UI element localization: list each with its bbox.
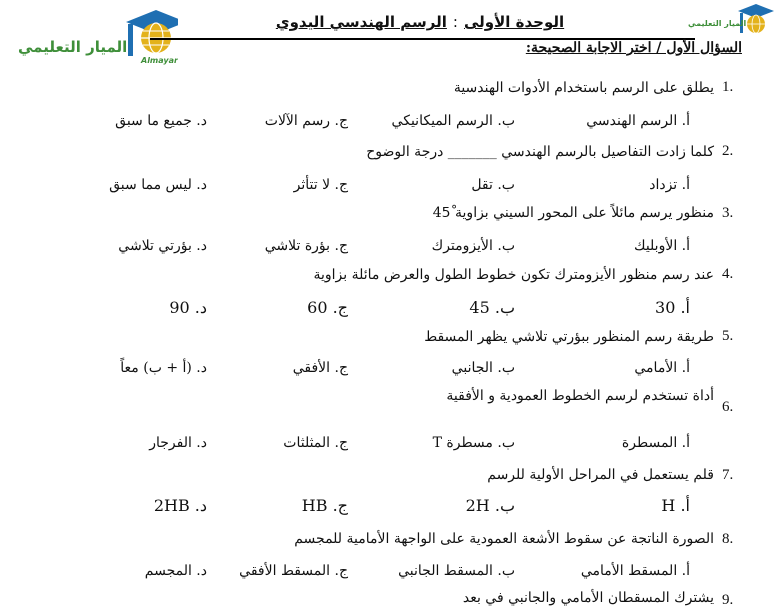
almayar-logo-small [688, 2, 778, 42]
question-text: طريقة رسم المنظور ببؤرتي تلاشي يظهر المسقط [424, 329, 714, 345]
question-number: 1. [722, 79, 734, 95]
option-b: ب. 2H [465, 496, 515, 515]
question-number: 3. [722, 205, 734, 221]
option-a: أ. المسقط الأمامي [580, 563, 690, 579]
option-a: أ. الأمامي [634, 360, 690, 376]
question-number: 4. [722, 266, 734, 282]
option-c: ج. رسم الآلات [264, 113, 348, 129]
option-b: ب. 45 [469, 298, 515, 317]
question-text: الصورة الناتجة عن سقوط الأشعة العمودية على الواجهة الأمامية للمجسم [294, 531, 714, 547]
question-text: قلم يستعمل في المراحل الأولية للرسم [487, 467, 714, 483]
option-a: أ. المسطرة [621, 435, 690, 451]
svg-text:الميار التعليمي: الميار التعليمي [18, 38, 128, 56]
option-d: د. 90 [169, 298, 207, 317]
option-c: ج. HB [301, 496, 348, 515]
svg-text:Almayar: Almayar [141, 56, 178, 65]
option-d: د. (أ + ب) معاً [120, 360, 207, 376]
option-c: ج. بؤرة تلاشي [264, 238, 348, 254]
question-number: 6. [722, 399, 734, 415]
unit-title: الوحدة الأولى [463, 13, 565, 31]
question-number: 8. [722, 531, 734, 547]
option-c: ج. الأفقي [292, 360, 348, 376]
option-d: د. ليس مما سبق [109, 177, 207, 193]
option-b: ب. الجانبي [451, 360, 515, 376]
option-d: د. 2HB [153, 496, 207, 515]
option-c: ج. المسقط الأفقي [239, 563, 348, 579]
question-text: كلما زادت التفاصيل بالرسم الهندسي _______ درجة الوضوح [366, 144, 714, 160]
title-separator: : [452, 13, 458, 31]
question-text: عند رسم منظور الأيزومترك تكون خطوط الطول والعرض مائلة بزاوية [313, 267, 714, 283]
svg-text:الميار التعليمي: الميار التعليمي [688, 19, 747, 28]
question-number: 7. [722, 467, 734, 483]
option-a: أ. تزداد [649, 177, 690, 193]
option-b: ب. تقل [471, 177, 515, 193]
option-a: أ. H [661, 496, 690, 515]
page-title [150, 6, 690, 38]
question-number: 5. [722, 328, 734, 344]
option-a: أ. الرسم الهندسي [586, 113, 690, 129]
option-a: أ. 30 [655, 298, 690, 317]
question-text: يطلق على الرسم باستخدام الأدوات الهندسية [453, 80, 714, 96]
option-d: د. المجسم [144, 563, 207, 579]
section-title: السؤال الأول / اختر الاجابة الصحيحة: [525, 40, 742, 56]
question-text: يشترك المسقطان الأمامي والجانبي في بعد [462, 590, 714, 606]
option-c: ج. المثلثات [283, 435, 348, 451]
option-b: ب. الأيزومترك [431, 238, 515, 254]
question-text: منظور يرسم مائلاً على المحور السيني بزاوية 45ْ [432, 205, 714, 221]
option-c: ج. لا تتأثر [293, 177, 348, 193]
option-a: أ. الأوبليك [634, 238, 690, 254]
subject-title: الرسم الهندسي اليدوي [275, 13, 447, 31]
question-number: 2. [722, 143, 734, 159]
option-b: ب. الرسم الميكانيكي [391, 113, 515, 129]
option-b: ب. المسقط الجانبي [398, 563, 515, 579]
option-b: ب. مسطرة T [432, 435, 515, 451]
option-d: د. جميع ما سبق [115, 113, 207, 129]
question-text: أداة تستخدم لرسم الخطوط العمودية و الأفقية [446, 388, 714, 404]
question-number: 9. [722, 592, 734, 608]
almayar-logo-small-icon [688, 2, 778, 42]
option-c: ج. 60 [307, 298, 348, 317]
option-d: د. بؤرتي تلاشي [118, 238, 207, 254]
option-d: د. الفرجار [149, 435, 207, 451]
